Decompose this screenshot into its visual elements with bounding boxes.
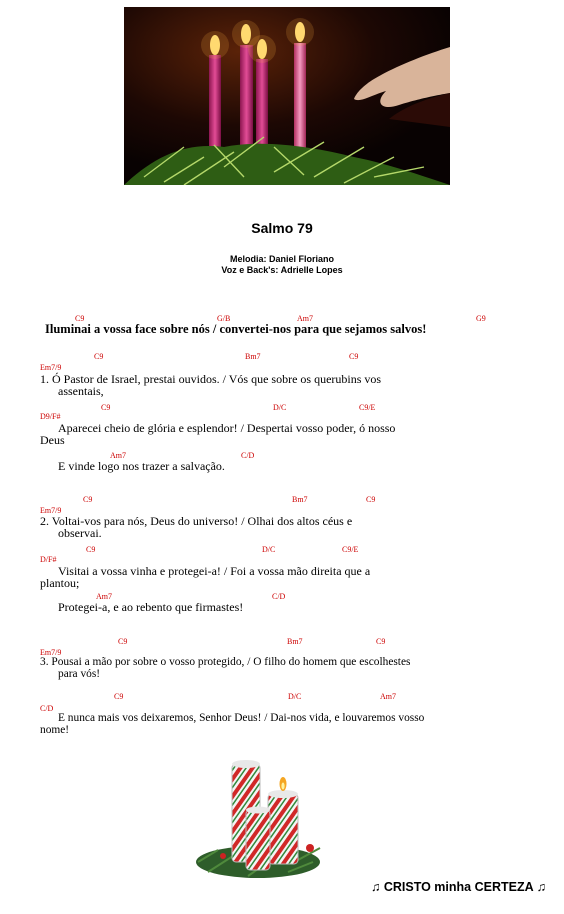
chord: Em7/9 bbox=[40, 363, 62, 372]
chord: C9 bbox=[114, 692, 124, 701]
christmas-candles-illustration bbox=[188, 752, 328, 884]
chord: C9 bbox=[349, 352, 359, 361]
chord: C9 bbox=[75, 314, 85, 323]
lyric-line: Deus bbox=[40, 433, 65, 447]
chord: Bm7 bbox=[287, 637, 303, 646]
signature: ♫ CRISTO minha CERTEZA ♫ bbox=[370, 880, 546, 894]
chord: C9 bbox=[366, 495, 376, 504]
chord: C9 bbox=[376, 637, 386, 646]
lyric-line: 1. Ó Pastor de Israel, prestai ouvidos. / Vós que sobre os querubins vos bbox=[40, 372, 382, 386]
chord: C/D bbox=[40, 704, 54, 713]
lyric-line: Protegei-a, e ao rebento que firmastes! bbox=[58, 600, 244, 614]
chord: Am7 bbox=[96, 592, 112, 601]
chord: G/B bbox=[217, 314, 231, 323]
lyric-line: E nunca mais vos deixaremos, Senhor Deus! / Dai-nos vida, e louvaremos vosso bbox=[58, 712, 425, 724]
chord: Bm7 bbox=[292, 495, 308, 504]
chord: C9/E bbox=[342, 545, 359, 554]
lyric-line: observai. bbox=[58, 526, 102, 540]
chord: D/C bbox=[262, 545, 276, 554]
chord: Am7 bbox=[110, 451, 126, 460]
chord: D/C bbox=[273, 403, 287, 412]
lyric-line: 2. Voltai-vos para nós, Deus do universo! / Olhai dos altos céus e bbox=[40, 514, 353, 528]
lyric-line: 3. Pousai a mão por sobre o vosso protegido, / O filho do homem que escolhestes bbox=[40, 656, 411, 668]
chord: Am7 bbox=[380, 692, 396, 701]
lyric-line: assentais, bbox=[58, 384, 104, 398]
chord: C9/E bbox=[359, 403, 376, 412]
lyric-line: nome! bbox=[40, 724, 70, 736]
chord: Bm7 bbox=[245, 352, 261, 361]
lyric-line: Visitai a vossa vinha e protegei-a! / Foi a vossa mão direita que a bbox=[58, 564, 371, 578]
lyric-line: Aparecei cheio de glória e esplendor! / Despertai vosso poder, ó nosso bbox=[58, 421, 396, 435]
refrain-text: Iluminai a vossa face sobre nós / convertei-nos para que sejamos salvos! bbox=[45, 322, 427, 336]
chord: G9 bbox=[476, 314, 486, 323]
lyric-line: plantou; bbox=[40, 576, 80, 590]
melody-credit: Melodia: Daniel Floriano bbox=[229, 254, 334, 264]
advent-candles-photo bbox=[124, 7, 450, 185]
chord: D/C bbox=[288, 692, 302, 701]
chord: C9 bbox=[94, 352, 104, 361]
chord: D9/F# bbox=[40, 412, 61, 421]
chord: Em7/9 bbox=[40, 648, 62, 657]
chord: Am7 bbox=[297, 314, 313, 323]
lyric-line: E vinde logo nos trazer a salvação. bbox=[58, 459, 225, 473]
chord: C9 bbox=[86, 545, 96, 554]
chord: D/F# bbox=[40, 555, 57, 564]
chord: C9 bbox=[83, 495, 93, 504]
chord: C9 bbox=[101, 403, 111, 412]
song-title: Salmo 79 bbox=[251, 220, 313, 236]
lyric-line: para vós! bbox=[58, 668, 101, 680]
chord: C9 bbox=[118, 637, 128, 646]
chord: C/D bbox=[241, 451, 255, 460]
chord: Em7/9 bbox=[40, 506, 62, 515]
voice-credit: Voz e Back's: Adrielle Lopes bbox=[221, 265, 343, 275]
chord: C/D bbox=[272, 592, 286, 601]
